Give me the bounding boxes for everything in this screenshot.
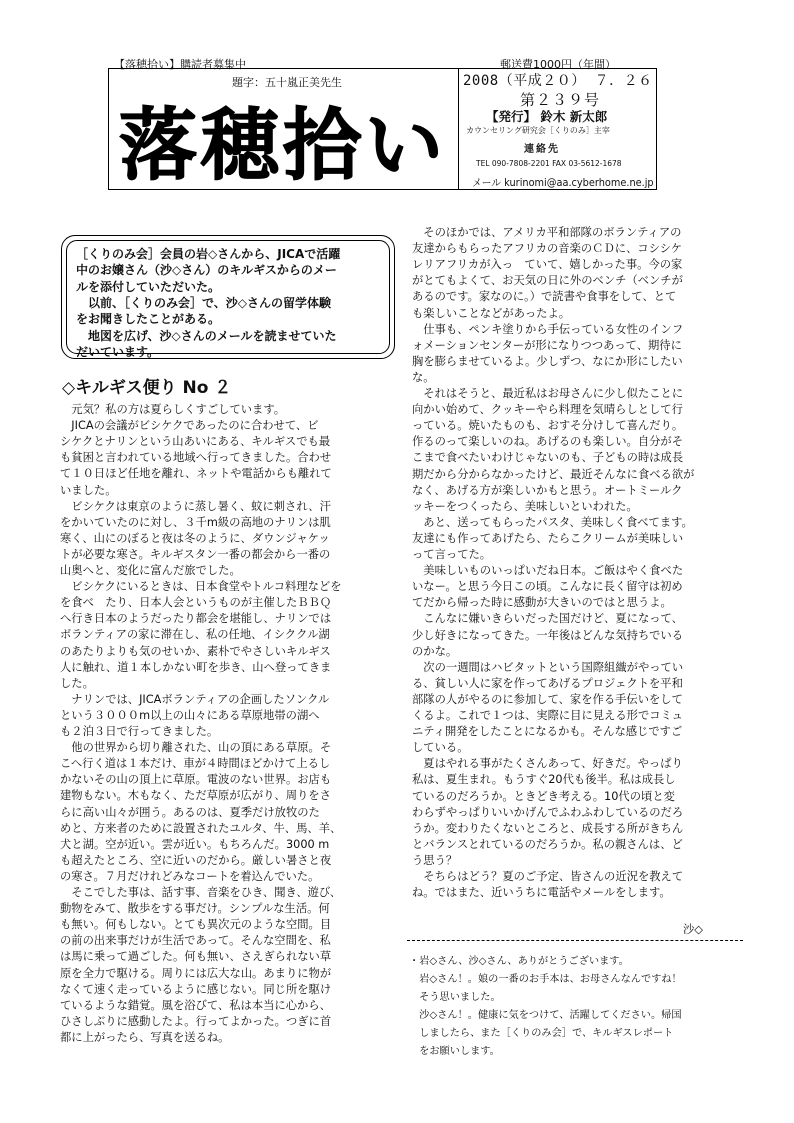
body-line: なく、あげる方が楽しいかもと思う。オートミールク <box>412 483 683 497</box>
body-line: 夏はやれる事がたくさんあって、好きだ。やっぱり <box>412 757 683 771</box>
intro-line: 地図を広げ、沙◇さんのメールを読ませていた <box>76 328 337 343</box>
body-line: を食べ たり、日本人会というものが主催したＢＢＱ <box>60 596 332 610</box>
body-line: 美味しいものいっぱいだね日本。ご飯はやく食べた <box>412 564 684 578</box>
reply-line: をお願いします。 <box>409 1046 500 1057</box>
intro-line: 以前、［くりのみ会］で、沙◇さんの留学体験 <box>76 295 331 310</box>
body-line: ニティ開発をしたことになるかも。そんな感じですご <box>412 725 683 739</box>
body-line: 友達からもらったアフリカの音楽のＣＤに、コシシケ <box>412 242 683 256</box>
reply-line: しましたら、また［くりのみ会］で、キルギスレポート <box>409 1028 674 1039</box>
body-line: 建物もない。木もなく、ただ草原が広がり、周りをさ <box>60 789 331 803</box>
body-line: あと、送ってもらったパスタ、美味しく食べてます。 <box>412 515 693 529</box>
body-line: いました。 <box>60 483 117 497</box>
body-line: そのほかでは、アメリカ平和部隊のボランティアの <box>412 226 682 239</box>
intro-line: をお聞きしたことがある。 <box>76 312 221 327</box>
body-line: 私は、夏生まれ。もうすぐ20代も後半。私は成長し <box>412 773 676 787</box>
body-line: している。 <box>412 741 469 755</box>
logo-calligraphy: 落穂拾い <box>118 100 448 184</box>
calligraphy-credit: 題字：五十嵐正美先生 <box>232 76 342 89</box>
body-line: ッキーをつくったら、美味しいといわれた。 <box>412 499 638 513</box>
body-line: ビシケクは東京のように蒸し暑く、蚊に刺され、汗 <box>60 499 331 513</box>
body-line: くるよ。これで１つは、実際に目に見える形でコミュ <box>412 709 683 722</box>
body-line: は馬に乗って過ごした。何も無い、さえぎられない草 <box>60 950 332 964</box>
body-line: こまで食べたいわけじゃないのも、子どもの時は成長 <box>412 451 684 465</box>
body-line: かないその山の頂上に草原。電波のない世界。お店も <box>60 773 332 787</box>
body-line: ボランティアの家に滞在し、私の任地、イシククル湖 <box>60 628 330 642</box>
body-line: こんなに嫌いきらいだった国だけど、夏になって、 <box>412 612 683 626</box>
body-line: わらずやっぱりいいかげんでふわふわしているのだろ <box>412 805 684 819</box>
body-line: そこでした事は、話す事、音楽をひき、聞き、遊び、 <box>60 886 342 899</box>
body-line: そちらはどう？夏のご予定、皆さんの近況を教えて <box>412 870 684 883</box>
body-line: 部隊の人がやるのに参加して、家を作る手伝いをして <box>412 692 683 706</box>
body-line: 少し好きになってきた。一年後はどんな気持ちでいる <box>412 628 684 642</box>
body-line: ているのだろうか。ときどき考える。10代の頃と変 <box>412 789 675 803</box>
reply-line: 沙◇さん！。健康に気をつけて、活躍してください。帰国 <box>409 1010 682 1021</box>
body-line: も２泊３日で行ってきました。 <box>60 725 219 738</box>
body-line: いなー。と思う今日この頃。こんなに長く留守は初め <box>412 580 683 594</box>
body-line: JICAの会議がビシケクであったのに合わせて、ビ <box>60 419 319 433</box>
body-line: の寒さ。７月だけれどみなコートを着込んでいた。 <box>60 869 320 883</box>
body-line: ナリンでは、JICAボランティアの企画したソンクル <box>60 692 330 706</box>
intro-line: だいています。 <box>76 344 160 359</box>
body-line: 期だから分からなかったけど、最近そんなに食べる欲が <box>412 467 695 481</box>
body-line: ね。ではまた、近いうちに電話やメールをします。 <box>412 886 671 900</box>
issue-number: 第２３９号 <box>520 91 601 109</box>
body-line: 人に触れ、道１本しかない町を歩き、山へ登ってきま <box>60 660 332 674</box>
body-line: てだから帰った時に感動が大きいのではと思うよ。 <box>412 596 672 610</box>
body-line: 作るのって楽しいのね。あげるのも楽しい。自分がそ <box>412 435 684 449</box>
body-line: ォメーションセンターが形になりつつあって、期待に <box>412 338 682 352</box>
body-line: も超えたところ、空に近いのだから。厳しい暑さと夜 <box>60 853 332 867</box>
body-line: らに高い山々が囲う。あるのは、夏季だけ放牧のた <box>60 805 320 819</box>
body-line: がとてもよくて、お天気の日に外のベンチ（ベンチが <box>412 274 683 288</box>
body-line: て１０日ほど任地を離れ、ネットや電話からも離れて <box>60 467 332 481</box>
contact-heading: 連絡先 <box>524 144 560 155</box>
intro-line: 中のお嬢さん（沙◇さん）のキルギスからのメー <box>76 263 337 278</box>
signature: 沙◇ <box>683 923 703 936</box>
intro-line: ［くりのみ会］会員の岩◇さんから、JICAで活躍 <box>76 247 341 261</box>
body-line: レリアフリカが入っ ていて、嬉しかった事。今の家 <box>412 258 683 272</box>
body-line: ているような錯覚。風を浴びて、私は本当に心から、 <box>60 998 331 1012</box>
contact-phone-fax: TEL 090-7808-2201 FAX 03-5612-1678 <box>476 159 622 168</box>
body-line: 原を全力で駆ける。周りには広大な山。あまりに物が <box>60 966 332 980</box>
reply-line: そう思いました。 <box>409 992 501 1003</box>
body-line: へ行き日本のようだったり都会を堪能し、ナリンでは <box>60 612 332 626</box>
body-line: シケクとナリンという山あいにある、キルギスでも最 <box>60 435 331 449</box>
body-line: う思う？ <box>412 853 458 867</box>
body-line: な。 <box>412 370 435 384</box>
publisher-organization: カウンセリング研究会［くりのみ］主宰 <box>466 126 610 135</box>
body-line: のかな。 <box>412 644 458 658</box>
recruiting-notice: 【落穂拾い】購読者募集中 <box>114 58 246 71</box>
body-line: 動物をみて、散歩をする事だけ。シンプルな生活。何 <box>60 902 330 916</box>
body-line: という３０００m以上の山々にある草原地帯の湖へ <box>60 708 320 722</box>
masthead-divider <box>458 68 459 190</box>
body-line: 犬と湖。空が近い。雲が近い。もちろんだ。3000 m <box>60 837 330 851</box>
body-line: 向かい始めて、クッキーやら料理を気晴らしとして行 <box>412 403 683 417</box>
body-line: 胸を膨らませているよ。少しずつ、なにか形にしたい <box>412 354 683 368</box>
body-line: の前の出来事だけが生活であって。そんな空間を、私 <box>60 934 331 948</box>
body-line: 寒く、山にのぼると夜は冬のように、ダウンジャケッ <box>60 531 330 545</box>
subscription-fee: 郵送費1000円（年間） <box>500 58 616 71</box>
body-line: 仕事も、ペンキ塗りから手伝っている女性のインフ <box>412 322 684 336</box>
body-line: 山奥へと、変化に富んだ旅でした。 <box>60 564 241 577</box>
body-line: も貧困と言われている地域へ行ってきました。合わせ <box>60 451 332 465</box>
body-line: ビシケクにいるときは、日本食堂やトルコ料理などを <box>60 580 342 594</box>
body-line: 次の一週間はハビタットという国際組織がやってい <box>412 660 684 674</box>
reply-divider <box>407 940 743 941</box>
body-line: をかいていたのに対し、３千m級の高地のナリンは肌 <box>60 515 331 529</box>
newsletter-logo <box>118 92 448 184</box>
body-line: こへ行く道は１本だけ、車が４時間ほどかけて上るし <box>60 757 331 771</box>
body-line: 他の世界から切り離された、山の頂にある草原。そ <box>60 741 332 755</box>
body-line: 友達にも作ってあげたら、たらこクリームが美味しい <box>412 531 684 545</box>
publisher: 【発行】 鈴木 新太郎 <box>486 109 608 124</box>
body-line: る、貧しい人に家を作ってあげるプロジェクトを平和 <box>412 676 683 690</box>
body-line: も楽しいことなどがあったよ。 <box>412 306 571 320</box>
body-line: トが必要な寒さ。キルギスタン一番の都会から一番の <box>60 547 331 561</box>
body-line: っている。焼いたものも、おすそ分けして喜んだり。 <box>412 419 684 433</box>
intro-line: ルを添付していただいた。 <box>76 279 221 294</box>
reply-line: 岩◇さん！。娘の一番のお手本は、お母さんなんですね！ <box>409 974 682 985</box>
body-line: ひさしぶりに感動したよ。行ってよかった。つぎに首 <box>60 1014 332 1028</box>
body-line: も無い。何もしない。とても異次元のような空間。目 <box>60 918 332 932</box>
body-line: とバランスとれているのだろうか。私の親さんは、ど <box>412 837 683 851</box>
reply-line: ・岩◇さん、沙◇さん、ありがとうございます。 <box>409 956 629 967</box>
body-line: それはそうと、最近私はお母さんに少し似たことに <box>412 387 684 400</box>
article-title: ◇キルギス便り No ２ <box>62 378 232 398</box>
body-line: 都に上がったら、写真を送るね。 <box>60 1030 230 1044</box>
body-line: めと、方来者のために設置されたユルタ、牛、馬、羊、 <box>60 821 342 835</box>
contact-email: メール kurinomi@aa.cyberhome.ne.jp <box>472 177 654 189</box>
body-line: のあたりよりも気のせいか、素朴でやさしいキルギス <box>60 644 331 658</box>
body-line: した。 <box>60 676 94 690</box>
body-line: うか。変わりたくないところと、成長する所がきちん <box>412 821 684 835</box>
body-line: あるのです。家なのに。）で読書や食事をして、とて <box>412 290 677 304</box>
issue-date: 2008（平成２０） ７．２６ <box>463 73 653 89</box>
body-line: なくて速く走っているように感じない。同じ所を駆け <box>60 982 332 996</box>
body-line: 元気？私の方は夏らしくすごしています。 <box>60 403 286 416</box>
body-line: って言ってた。 <box>412 548 492 561</box>
